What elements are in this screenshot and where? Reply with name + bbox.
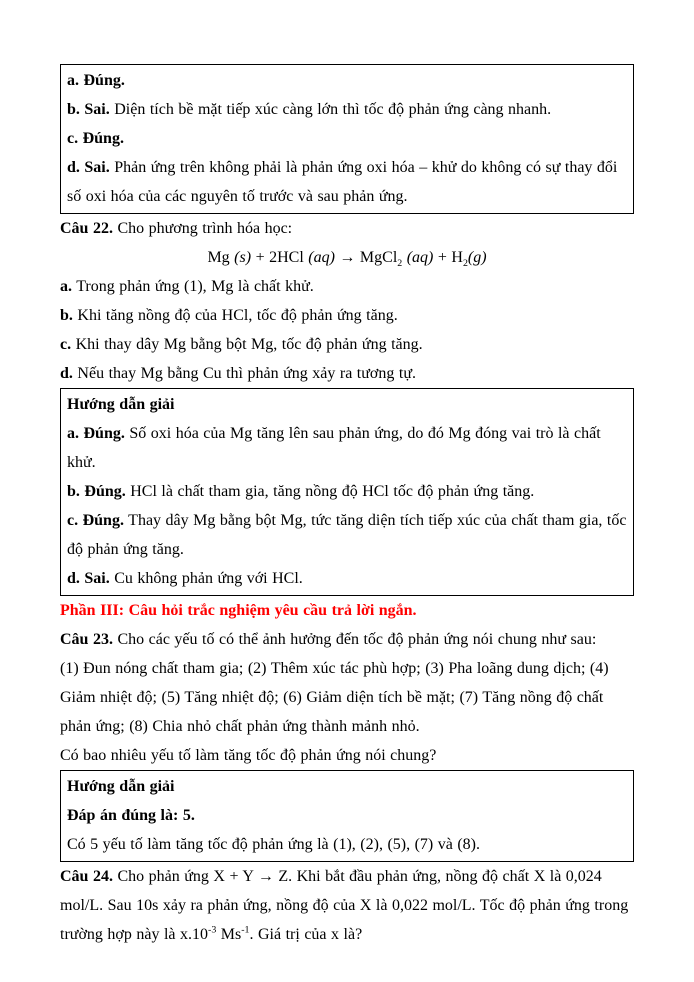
text-run: (aq): [406, 249, 434, 266]
paragraph: [67, 801, 627, 830]
text-run: Có bao nhiêu yếu tố làm tăng tốc độ phản ứng nói chung?: [60, 747, 437, 764]
paragraph: [60, 741, 634, 770]
text-run: Cu không phản ứng với HCl.: [109, 570, 303, 587]
paragraph: [60, 625, 634, 654]
text-run: -3: [208, 924, 217, 936]
text-run: Trong phản ứng (1), Mg là chất khử.: [72, 278, 314, 295]
text-run: b. Đúng.: [67, 483, 126, 500]
text-run: Thay dây Mg bằng bột Mg, tức tăng diện tích tiếp xúc của chất tham gia, tốc độ phản ứng tăng.: [67, 512, 627, 558]
text-run: Phản ứng trên không phải là phản ứng oxi hóa – khử do không có sự thay đổi số oxi hóa của các nguyên tố trước và sau phản ứng.: [67, 159, 618, 205]
paragraph: [67, 506, 627, 564]
paragraph: [67, 772, 627, 801]
paragraph: [60, 272, 634, 301]
answer-box-q21: [60, 64, 634, 214]
question-24: [60, 862, 634, 949]
text-run: Câu 22.: [60, 220, 113, 237]
text-run: + H: [433, 249, 463, 266]
text-run: a.: [60, 278, 72, 295]
text-run: Số oxi hóa của Mg tăng lên sau phản ứng, do đó Mg đóng vai trò là chất khử.: [67, 425, 601, 471]
paragraph: [67, 477, 627, 506]
text-run: (g): [467, 249, 487, 266]
text-run: Ms: [216, 926, 242, 943]
paragraph: [67, 830, 627, 859]
paragraph: [60, 654, 634, 741]
paragraph: [60, 214, 634, 243]
text-run: Câu 23.: [60, 631, 113, 648]
text-run: Hướng dẫn giải: [67, 396, 175, 413]
text-run: Cho phản ứng X + Y → Z. Khi bắt đầu phản ứng, nồng độ chất X là 0,024 mol/L. Sau 10s xảy ra phản ứng, nồng độ của X là 0,022 mol/L. Tốc độ phản ứng trong trường hợp này là x.10: [60, 868, 629, 943]
text-run: Câu 24.: [60, 868, 113, 885]
text-run: HCl là chất tham gia, tăng nồng độ HCl tốc độ phản ứng tăng.: [125, 483, 535, 500]
text-run: Hướng dẫn giải: [67, 778, 175, 795]
question-22: [60, 214, 634, 388]
text-run: (s): [234, 249, 252, 266]
text-run: + 2HCl: [251, 249, 309, 266]
text-run: a. Đúng.: [67, 72, 125, 89]
paragraph: [60, 359, 634, 388]
solution-box-q23: [60, 770, 634, 862]
solution-box-q22: [60, 388, 634, 596]
paragraph: [60, 862, 634, 949]
text-run: c. Đúng.: [67, 512, 124, 529]
text-run: Diện tích bề mặt tiếp xúc càng lớn thì tốc độ phản ứng càng nhanh.: [109, 101, 552, 118]
text-run: Nếu thay Mg bằng Cu thì phản ứng xảy ra tương tự.: [72, 365, 416, 382]
text-run: Khi thay dây Mg bằng bột Mg, tốc độ phản ứng tăng.: [71, 336, 423, 353]
text-run: . Giá trị của x là?: [249, 926, 363, 943]
paragraph: [67, 390, 627, 419]
text-run: b. Sai.: [67, 101, 110, 118]
question-23: [60, 625, 634, 770]
text-run: Cho các yếu tố có thể ảnh hưởng đến tốc độ phản ứng nói chung như sau:: [112, 631, 597, 648]
text-run: c. Đúng.: [67, 130, 124, 147]
text-run: b.: [60, 307, 73, 324]
paragraph: [60, 243, 634, 272]
text-run: Có 5 yếu tố làm tăng tốc độ phản ứng là (1), (2), (5), (7) và (8).: [67, 836, 481, 853]
text-run: → MgCl: [334, 249, 398, 266]
paragraph: [60, 330, 634, 359]
paragraph: [67, 419, 627, 477]
text-run: Khi tăng nồng độ của HCl, tốc độ phản ứng tăng.: [72, 307, 398, 324]
text-run: c.: [60, 336, 72, 353]
paragraph: [67, 95, 627, 124]
paragraph: [60, 596, 634, 625]
text-run: d. Sai.: [67, 159, 110, 176]
text-run: Cho phương trình hóa học:: [112, 220, 293, 237]
text-run: Phần III: Câu hỏi trắc nghiệm yêu cầu trả lời ngắn.: [60, 602, 417, 619]
paragraph: [67, 564, 627, 593]
paragraph: [67, 153, 627, 211]
paragraph: [67, 66, 627, 95]
text-run: -1: [241, 924, 250, 936]
text-run: Đáp án đúng là: 5.: [67, 807, 195, 824]
text-run: Mg: [207, 249, 235, 266]
text-run: (aq): [308, 249, 335, 266]
text-run: d. Sai.: [67, 570, 110, 587]
text-run: a. Đúng.: [67, 425, 125, 442]
section-heading-part-3: [60, 596, 634, 625]
paragraph: [67, 124, 627, 153]
text-run: 2: [397, 258, 403, 270]
text-run: 2: [462, 258, 468, 270]
text-run: d.: [60, 365, 73, 382]
text-run: (1) Đun nóng chất tham gia; (2) Thêm xúc tác phù hợp; (3) Pha loãng dung dịch; (4) Giảm nhiệt độ; (5) Tăng nhiệt độ; (6) Giảm diện tích bề mặt; (7) Tăng nồng độ chất phản ứng; (8) Chia nhỏ chất phản ứng thành mảnh nhỏ.: [60, 660, 609, 735]
paragraph: [60, 301, 634, 330]
